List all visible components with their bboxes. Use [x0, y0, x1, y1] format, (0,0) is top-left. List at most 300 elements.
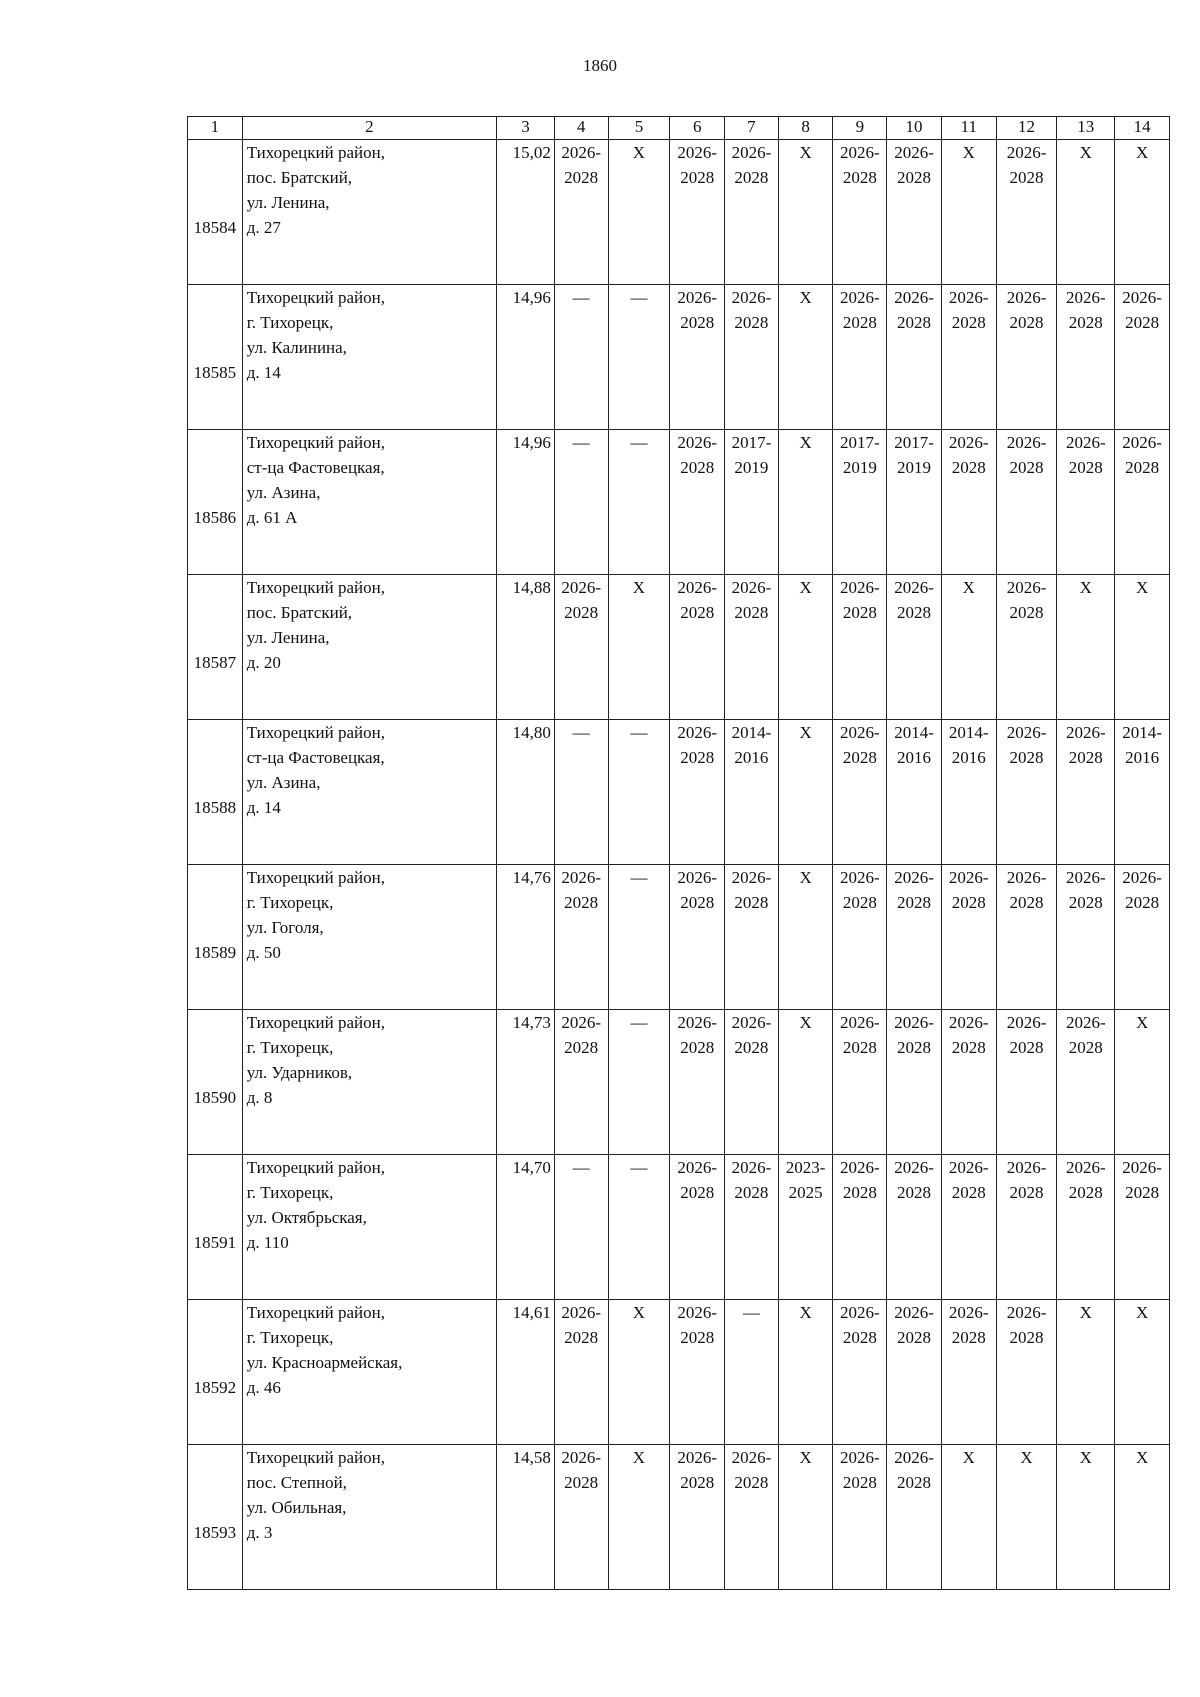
term-value: 2028 [842, 1328, 877, 1347]
term-value: 2028 [1068, 313, 1103, 332]
term-value: 2026- [731, 1013, 772, 1032]
term-value: 2026- [948, 868, 989, 887]
term-value: X [1079, 578, 1092, 597]
area-cell: 14,96 [497, 285, 555, 430]
term-value: X [799, 1013, 812, 1032]
term-value: X [632, 578, 646, 597]
column-header-14: 14 [1115, 117, 1170, 140]
term-value: 2028 [680, 1038, 715, 1057]
row-number: 18587 [188, 575, 243, 720]
term-cell-col-8 [778, 285, 833, 430]
address-line: Тихорецкий район, [246, 288, 385, 307]
term-cell-col-7 [725, 430, 779, 575]
row-number: 18586 [188, 430, 243, 575]
term-cell-col-12 [996, 1010, 1057, 1155]
term-value: 2028 [842, 748, 877, 767]
row-number: 18585 [188, 285, 243, 430]
term-cell-col-9 [833, 720, 887, 865]
column-header-8: 8 [778, 117, 833, 140]
term-cell-col-13 [1057, 285, 1115, 430]
term-cell-col-12 [996, 1155, 1057, 1300]
term-value: X [1079, 1448, 1092, 1467]
term-cell-col-6 [670, 1010, 725, 1155]
term-cell-col-9 [833, 1300, 887, 1445]
term-value: 2026- [1122, 288, 1162, 307]
address-cell [242, 1300, 496, 1445]
column-header-12: 12 [996, 117, 1057, 140]
term-value: 2028 [680, 458, 715, 477]
term-cell-col-11 [941, 1300, 996, 1445]
term-cell-col-14 [1115, 1010, 1170, 1155]
address-line: ул. Обильная, [246, 1498, 347, 1517]
term-value: 2028 [951, 313, 986, 332]
term-value: 2026- [1006, 578, 1047, 597]
term-cell-col-8 [778, 140, 833, 285]
term-cell-col-5 [608, 865, 670, 1010]
term-value: 2026- [1065, 1013, 1106, 1032]
term-value: 2026- [894, 1013, 934, 1032]
term-value: 2026- [840, 1013, 880, 1032]
term-value: 2028 [1009, 893, 1044, 912]
term-value: 2026- [1065, 723, 1106, 742]
term-value: 2028 [1068, 748, 1103, 767]
term-cell-col-7 [725, 1155, 779, 1300]
column-header-13: 13 [1057, 117, 1115, 140]
term-cell-col-7 [725, 285, 779, 430]
term-value: 2028 [564, 1038, 599, 1057]
term-value: 2026- [561, 1448, 602, 1467]
term-cell-col-9 [833, 575, 887, 720]
term-cell-col-6 [670, 1300, 725, 1445]
term-cell-col-6 [670, 285, 725, 430]
term-cell-col-5 [608, 1155, 670, 1300]
term-value: 2026- [948, 1158, 989, 1177]
area-cell: 14,73 [497, 1010, 555, 1155]
term-value: 2028 [1009, 1183, 1044, 1202]
address-line: Тихорецкий район, [246, 143, 385, 162]
term-value: 2016 [734, 748, 769, 767]
term-value: 2026- [1065, 1158, 1106, 1177]
term-value: 2028 [951, 1038, 986, 1057]
term-cell-col-10 [887, 140, 942, 285]
term-cell-col-8 [778, 1445, 833, 1590]
term-cell-col-9 [833, 1155, 887, 1300]
term-cell-col-4 [554, 285, 608, 430]
term-cell-col-8 [778, 1300, 833, 1445]
address-line: д. 20 [246, 653, 281, 672]
term-cell-col-7 [725, 1445, 779, 1590]
term-cell-col-8 [778, 575, 833, 720]
term-cell-col-13 [1057, 720, 1115, 865]
term-value: 2028 [564, 168, 599, 187]
term-value: 2028 [734, 1473, 769, 1492]
area-cell: 14,88 [497, 575, 555, 720]
term-cell-col-5 [608, 720, 670, 865]
address-line: Тихорецкий район, [246, 1013, 385, 1032]
term-value: — [630, 723, 648, 742]
term-value: — [630, 868, 648, 887]
term-value: 2026- [948, 288, 989, 307]
term-value: — [572, 1158, 590, 1177]
term-value: — [572, 288, 590, 307]
term-value: 2028 [897, 1473, 932, 1492]
term-cell-col-9 [833, 1445, 887, 1590]
term-cell-col-12 [996, 430, 1057, 575]
term-value: 2026- [677, 288, 718, 307]
term-value: 2026- [894, 578, 934, 597]
term-value: X [1079, 1303, 1092, 1322]
term-value: 2026- [677, 1303, 718, 1322]
term-cell-col-14 [1115, 720, 1170, 865]
term-value: 2028 [1009, 313, 1044, 332]
address-line: ул. Ударников, [246, 1063, 353, 1082]
address-line: ул. Азина, [246, 773, 321, 792]
row-number: 18589 [188, 865, 243, 1010]
term-cell-col-13 [1057, 1300, 1115, 1445]
term-cell-col-5 [608, 1445, 670, 1590]
term-cell-col-4 [554, 140, 608, 285]
term-cell-col-6 [670, 1155, 725, 1300]
term-cell-col-4 [554, 1300, 608, 1445]
term-value: 2028 [1009, 458, 1044, 477]
term-value: 2028 [897, 1328, 932, 1347]
term-value: 2028 [680, 1328, 715, 1347]
term-cell-col-10 [887, 1155, 942, 1300]
term-cell-col-13 [1057, 140, 1115, 285]
term-cell-col-8 [778, 865, 833, 1010]
address-cell [242, 430, 496, 575]
term-value: — [630, 433, 648, 452]
term-value: 2028 [951, 893, 986, 912]
term-cell-col-5 [608, 575, 670, 720]
term-cell-col-10 [887, 720, 942, 865]
table-row [188, 285, 1170, 430]
column-header-2: 2 [242, 117, 496, 140]
term-value: 2016 [897, 748, 932, 767]
row-number: 18590 [188, 1010, 243, 1155]
term-value: 2025 [788, 1183, 823, 1202]
term-value: 2026- [677, 1448, 718, 1467]
table-row [188, 720, 1170, 865]
table-row [188, 1155, 1170, 1300]
term-cell-col-10 [887, 430, 942, 575]
address-line: ст-ца Фастовецкая, [246, 748, 385, 767]
address-line: пос. Братский, [246, 168, 353, 187]
term-cell-col-14 [1115, 1155, 1170, 1300]
term-cell-col-9 [833, 865, 887, 1010]
term-value: X [1135, 143, 1149, 162]
term-value: 2026- [677, 1013, 718, 1032]
address-line: д. 14 [246, 363, 281, 382]
table-row [188, 575, 1170, 720]
term-value: 2026- [731, 288, 772, 307]
term-cell-col-8 [778, 1010, 833, 1155]
column-header-1: 1 [188, 117, 243, 140]
term-value: 2028 [897, 168, 932, 187]
term-value: X [632, 1448, 646, 1467]
term-cell-col-7 [725, 1010, 779, 1155]
term-value: X [799, 723, 812, 742]
term-cell-col-12 [996, 865, 1057, 1010]
term-value: 2026- [677, 143, 718, 162]
term-value: 2028 [1068, 1183, 1103, 1202]
address-line: ул. Октябрьская, [246, 1208, 367, 1227]
address-line: ул. Красноармейская, [246, 1353, 403, 1372]
table-row [188, 1445, 1170, 1590]
term-cell-col-10 [887, 1010, 942, 1155]
address-cell [242, 140, 496, 285]
term-cell-col-6 [670, 720, 725, 865]
term-value: X [962, 578, 975, 597]
term-cell-col-11 [941, 1010, 996, 1155]
address-line: ул. Гоголя, [246, 918, 324, 937]
term-value: 2026- [677, 433, 718, 452]
term-value: 2026- [677, 868, 718, 887]
term-value: 2026- [840, 143, 880, 162]
term-cell-col-10 [887, 1300, 942, 1445]
term-cell-col-5 [608, 1300, 670, 1445]
term-value: 2026- [1122, 868, 1162, 887]
housing-register-table [187, 116, 1170, 1590]
term-cell-col-11 [941, 720, 996, 865]
term-cell-col-4 [554, 1010, 608, 1155]
term-value: 2026- [894, 1303, 934, 1322]
term-value: 2026- [1006, 433, 1047, 452]
term-value: 2028 [897, 1183, 932, 1202]
term-cell-col-9 [833, 1010, 887, 1155]
term-cell-col-12 [996, 140, 1057, 285]
term-value: 2028 [842, 603, 877, 622]
term-cell-col-11 [941, 285, 996, 430]
address-line: ул. Ленина, [246, 193, 330, 212]
term-value: 2017- [894, 433, 934, 452]
term-value: 2028 [1009, 168, 1044, 187]
term-value: 2028 [951, 1328, 986, 1347]
term-cell-col-14 [1115, 1300, 1170, 1445]
term-value: 2028 [680, 1183, 715, 1202]
address-cell [242, 575, 496, 720]
term-value: 2026- [561, 143, 602, 162]
term-cell-col-7 [725, 720, 779, 865]
term-value: 2014- [731, 723, 772, 742]
table-row [188, 1300, 1170, 1445]
term-value: X [799, 1448, 812, 1467]
term-cell-col-11 [941, 575, 996, 720]
address-line: Тихорецкий район, [246, 723, 385, 742]
term-value: 2028 [734, 1038, 769, 1057]
term-value: 2026- [840, 868, 880, 887]
term-cell-col-14 [1115, 430, 1170, 575]
term-value: 2028 [1009, 748, 1044, 767]
term-value: 2028 [680, 603, 715, 622]
address-line: Тихорецкий район, [246, 868, 385, 887]
term-cell-col-10 [887, 1445, 942, 1590]
term-value: 2026- [731, 1158, 772, 1177]
table-row [188, 1010, 1170, 1155]
term-value: 2028 [564, 1473, 599, 1492]
term-cell-col-13 [1057, 865, 1115, 1010]
term-value: X [1135, 578, 1149, 597]
table-header [188, 117, 1170, 140]
term-value: 2026- [948, 433, 989, 452]
term-cell-col-12 [996, 720, 1057, 865]
column-header-5: 5 [608, 117, 670, 140]
term-value: 2026- [561, 1303, 602, 1322]
address-line: Тихорецкий район, [246, 1303, 385, 1322]
term-cell-col-13 [1057, 1155, 1115, 1300]
term-cell-col-6 [670, 865, 725, 1010]
term-value: 2028 [1009, 603, 1044, 622]
address-line: ул. Калинина, [246, 338, 347, 357]
address-cell [242, 720, 496, 865]
column-header-4: 4 [554, 117, 608, 140]
term-value: 2026- [1122, 1158, 1162, 1177]
area-cell: 15,02 [497, 140, 555, 285]
address-line: г. Тихорецк, [246, 893, 334, 912]
term-value: 2026- [1006, 1013, 1047, 1032]
term-value: 2019 [897, 458, 932, 477]
term-cell-col-12 [996, 1300, 1057, 1445]
term-value: 2028 [1068, 1038, 1103, 1057]
address-cell [242, 865, 496, 1010]
term-value: X [962, 143, 975, 162]
term-value: X [799, 578, 812, 597]
area-cell: 14,96 [497, 430, 555, 575]
term-value: X [1020, 1448, 1033, 1467]
term-value: 2014- [1122, 723, 1162, 742]
column-header-3: 3 [497, 117, 555, 140]
term-cell-col-12 [996, 285, 1057, 430]
term-value: 2026- [1065, 288, 1106, 307]
term-value: 2026- [840, 1448, 880, 1467]
term-value: 2028 [897, 893, 932, 912]
term-value: 2026- [948, 1013, 989, 1032]
term-cell-col-6 [670, 1445, 725, 1590]
address-cell [242, 1445, 496, 1590]
term-value: 2028 [564, 603, 599, 622]
term-value: X [632, 1303, 646, 1322]
term-value: 2026- [894, 1448, 934, 1467]
term-value: 2028 [842, 313, 877, 332]
term-value: X [1079, 143, 1092, 162]
column-header-11: 11 [941, 117, 996, 140]
term-value: 2026- [894, 868, 934, 887]
term-value: 2028 [842, 1183, 877, 1202]
term-value: 2026- [1065, 433, 1106, 452]
row-number: 18593 [188, 1445, 243, 1590]
term-value: 2028 [680, 1473, 715, 1492]
term-cell-col-14 [1115, 285, 1170, 430]
term-cell-col-6 [670, 430, 725, 575]
term-value: — [572, 433, 590, 452]
term-value: 2019 [734, 458, 769, 477]
column-number-row [188, 117, 1170, 140]
page-number: 1860 [583, 56, 617, 75]
table-row [188, 430, 1170, 575]
area-cell: 14,76 [497, 865, 555, 1010]
term-cell-col-9 [833, 430, 887, 575]
term-cell-col-12 [996, 575, 1057, 720]
address-line: д. 8 [246, 1088, 273, 1107]
term-value: 2028 [1009, 1328, 1044, 1347]
address-line: ул. Азина, [246, 483, 321, 502]
table-body [188, 140, 1170, 1590]
term-cell-col-4 [554, 575, 608, 720]
term-value: — [630, 1013, 648, 1032]
term-value: 2014- [948, 723, 989, 742]
term-value: 2028 [734, 893, 769, 912]
term-cell-col-4 [554, 1155, 608, 1300]
address-cell [242, 1010, 496, 1155]
term-value: 2026- [1006, 143, 1047, 162]
term-value: 2017- [840, 433, 880, 452]
term-value: X [799, 143, 812, 162]
column-header-10: 10 [887, 117, 942, 140]
term-value: 2028 [564, 1328, 599, 1347]
address-cell [242, 1155, 496, 1300]
term-value: 2028 [680, 893, 715, 912]
term-value: 2017- [731, 433, 772, 452]
term-value: 2026- [731, 143, 772, 162]
term-value: X [1135, 1013, 1149, 1032]
term-value: 2028 [734, 313, 769, 332]
term-value: X [632, 143, 646, 162]
term-value: 2028 [842, 1473, 877, 1492]
term-value: 2026- [1006, 723, 1047, 742]
term-cell-col-11 [941, 140, 996, 285]
term-value: 2016 [951, 748, 986, 767]
term-value: X [1135, 1303, 1149, 1322]
term-value: — [630, 288, 648, 307]
term-value: 2026- [1006, 1303, 1047, 1322]
term-value: 2026- [731, 578, 772, 597]
term-value: 2026- [840, 578, 880, 597]
term-value: 2028 [951, 1183, 986, 1202]
term-value: X [799, 433, 812, 452]
term-cell-col-4 [554, 1445, 608, 1590]
term-value: 2028 [734, 1183, 769, 1202]
area-cell: 14,70 [497, 1155, 555, 1300]
term-value: 2026- [1006, 1158, 1047, 1177]
term-cell-col-11 [941, 430, 996, 575]
address-line: пос. Братский, [246, 603, 353, 622]
term-value: 2026- [677, 723, 718, 742]
term-value: X [962, 1448, 975, 1467]
term-value: X [799, 1303, 812, 1322]
term-cell-col-11 [941, 865, 996, 1010]
term-cell-col-6 [670, 575, 725, 720]
term-cell-col-7 [725, 1300, 779, 1445]
term-cell-col-10 [887, 285, 942, 430]
area-cell: 14,61 [497, 1300, 555, 1445]
term-value: 2028 [734, 168, 769, 187]
address-cell [242, 285, 496, 430]
term-value: 2026- [840, 1303, 880, 1322]
table-row [188, 140, 1170, 285]
term-value: 2028 [1009, 1038, 1044, 1057]
column-header-7: 7 [725, 117, 779, 140]
term-value: 2026- [840, 288, 880, 307]
term-value: 2019 [842, 458, 877, 477]
term-value: 2028 [1125, 1183, 1160, 1202]
term-cell-col-14 [1115, 1445, 1170, 1590]
area-cell: 14,80 [497, 720, 555, 865]
term-cell-col-7 [725, 575, 779, 720]
term-value: X [799, 288, 812, 307]
term-value: 2026- [1006, 868, 1047, 887]
term-value: — [572, 723, 590, 742]
term-value: 2026- [677, 1158, 718, 1177]
